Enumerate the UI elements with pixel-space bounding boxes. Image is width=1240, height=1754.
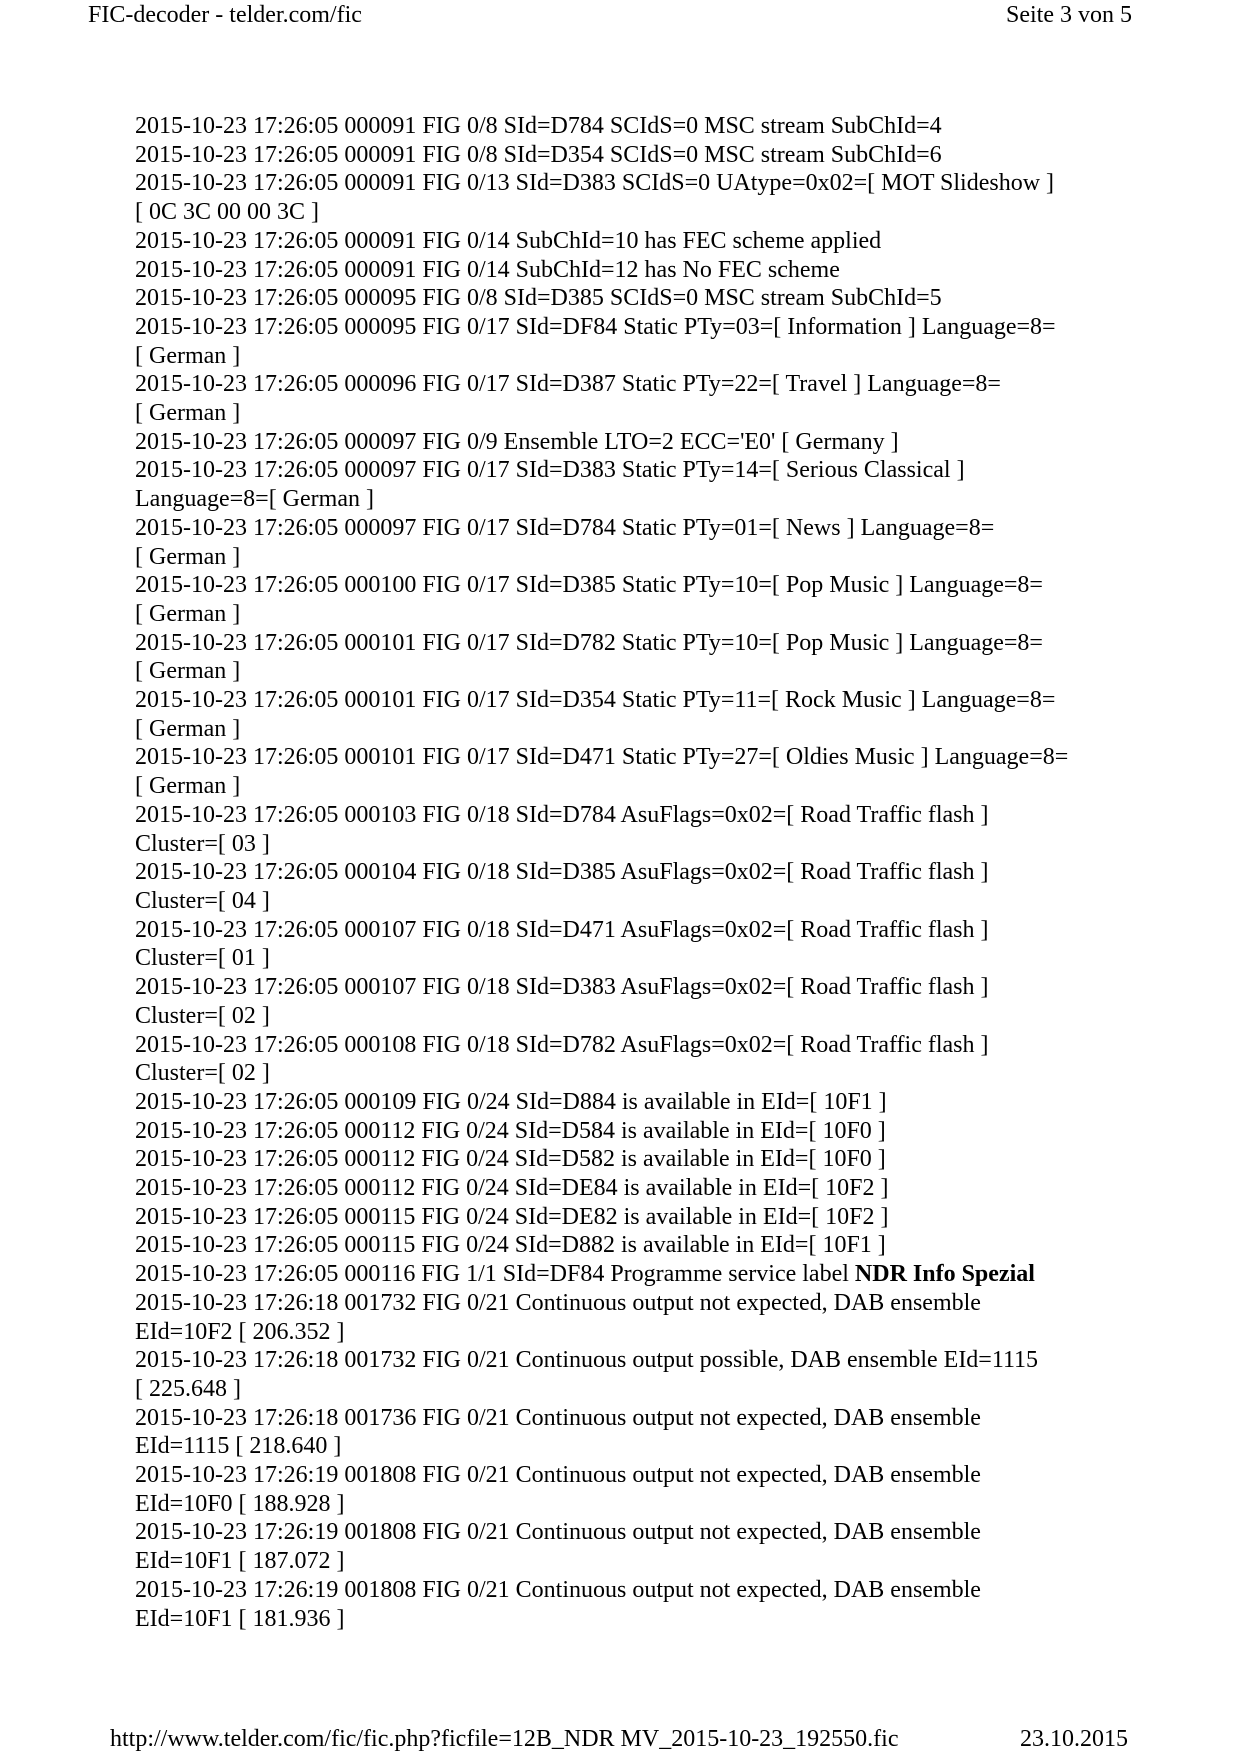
log-line: 2015-10-23 17:26:18 001736 FIG 0/21 Continuous output not expected, DAB ensemble bbox=[135, 1404, 981, 1431]
log-line: 2015-10-23 17:26:05 000115 FIG 0/24 SId=DE82 is available in EId=[ 10F2 ] bbox=[135, 1203, 889, 1230]
log-line: 2015-10-23 17:26:05 000091 FIG 0/14 SubChId=12 has No FEC scheme bbox=[135, 256, 840, 283]
log-line: EId=10F1 [ 187.072 ] bbox=[135, 1548, 345, 1575]
fic-log bbox=[135, 112, 1135, 1633]
log-line: 2015-10-23 17:26:05 000112 FIG 0/24 SId=DE84 is available in EId=[ 10F2 ] bbox=[135, 1175, 889, 1202]
log-line: 2015-10-23 17:26:05 000091 FIG 0/8 SId=D354 SCIdS=0 MSC stream SubChId=6 bbox=[135, 141, 942, 168]
log-line: 2015-10-23 17:26:05 000097 FIG 0/17 SId=D784 Static PTy=01=[ News ] Language=8= bbox=[135, 514, 995, 541]
log-line: 2015-10-23 17:26:05 000112 FIG 0/24 SId=D582 is available in EId=[ 10F0 ] bbox=[135, 1146, 886, 1173]
log-line: 2015-10-23 17:26:05 000091 FIG 0/14 SubChId=10 has FEC scheme applied bbox=[135, 227, 882, 254]
log-line: 2015-10-23 17:26:05 000112 FIG 0/24 SId=D584 is available in EId=[ 10F0 ] bbox=[135, 1117, 886, 1144]
log-lines-head bbox=[135, 112, 1135, 1260]
log-line: Cluster=[ 03 ] bbox=[135, 830, 270, 857]
page-number: Seite 3 von 5 bbox=[1006, 2, 1132, 28]
log-line: [ 225.648 ] bbox=[135, 1375, 241, 1402]
log-line: [ German ] bbox=[135, 400, 241, 427]
log-line: 2015-10-23 17:26:05 000095 FIG 0/17 SId=DF84 Static PTy=03=[ Information ] Language=8= bbox=[135, 313, 1056, 340]
log-line: 2015-10-23 17:26:05 000101 FIG 0/17 SId=D782 Static PTy=10=[ Pop Music ] Language=8= bbox=[135, 629, 1043, 656]
log-line: [ 0C 3C 00 00 3C ] bbox=[135, 199, 320, 226]
log-line: 2015-10-23 17:26:05 000104 FIG 0/18 SId=D385 AsuFlags=0x02=[ Road Traffic flash ] bbox=[135, 859, 989, 886]
log-line: Cluster=[ 02 ] bbox=[135, 1002, 270, 1029]
log-line: 2015-10-23 17:26:19 001808 FIG 0/21 Continuous output not expected, DAB ensemble bbox=[135, 1576, 981, 1603]
log-line: 2015-10-23 17:26:05 000115 FIG 0/24 SId=D882 is available in EId=[ 10F1 ] bbox=[135, 1232, 886, 1259]
log-line: [ German ] bbox=[135, 543, 241, 570]
log-line: 2015-10-23 17:26:05 000108 FIG 0/18 SId=D782 AsuFlags=0x02=[ Road Traffic flash ] bbox=[135, 1031, 989, 1058]
log-line: Cluster=[ 02 ] bbox=[135, 1060, 270, 1087]
log-line: 2015-10-23 17:26:19 001808 FIG 0/21 Continuous output not expected, DAB ensemble bbox=[135, 1519, 981, 1546]
log-line-service-label bbox=[135, 1260, 1135, 1289]
log-line: 2015-10-23 17:26:05 000109 FIG 0/24 SId=D884 is available in EId=[ 10F1 ] bbox=[135, 1088, 887, 1115]
log-lines-tail bbox=[135, 1289, 1135, 1633]
log-line: Cluster=[ 01 ] bbox=[135, 945, 270, 972]
log-line: 2015-10-23 17:26:18 001732 FIG 0/21 Continuous output not expected, DAB ensemble bbox=[135, 1289, 981, 1316]
log-line: Cluster=[ 04 ] bbox=[135, 887, 270, 914]
log-line: 2015-10-23 17:26:05 000097 FIG 0/17 SId=D383 Static PTy=14=[ Serious Classical ] bbox=[135, 457, 965, 484]
log-line: 2015-10-23 17:26:05 000101 FIG 0/17 SId=D354 Static PTy=11=[ Rock Music ] Language=8= bbox=[135, 687, 1056, 714]
log-line: EId=10F2 [ 206.352 ] bbox=[135, 1318, 345, 1345]
programme-service-label: NDR Info Spezial bbox=[854, 1261, 1035, 1288]
label-line-prefix: 2015-10-23 17:26:05 000116 FIG 1/1 SId=DF84 Programme service label bbox=[135, 1261, 855, 1288]
log-line: 2015-10-23 17:26:05 000097 FIG 0/9 Ensemble LTO=2 ECC='E0' [ Germany ] bbox=[135, 428, 899, 455]
log-line: EId=1115 [ 218.640 ] bbox=[135, 1433, 342, 1460]
log-line: [ German ] bbox=[135, 342, 241, 369]
log-line: [ German ] bbox=[135, 773, 241, 800]
log-line: 2015-10-23 17:26:05 000091 FIG 0/8 SId=D784 SCIdS=0 MSC stream SubChId=4 bbox=[135, 113, 942, 139]
log-line: 2015-10-23 17:26:05 000103 FIG 0/18 SId=D784 AsuFlags=0x02=[ Road Traffic flash ] bbox=[135, 801, 989, 828]
log-line: 2015-10-23 17:26:05 000107 FIG 0/18 SId=D383 AsuFlags=0x02=[ Road Traffic flash ] bbox=[135, 974, 989, 1001]
log-line: 2015-10-23 17:26:19 001808 FIG 0/21 Continuous output not expected, DAB ensemble bbox=[135, 1462, 981, 1489]
page-header-title: FIC-decoder - telder.com/fic bbox=[88, 2, 362, 28]
log-line: 2015-10-23 17:26:05 000107 FIG 0/18 SId=D471 AsuFlags=0x02=[ Road Traffic flash ] bbox=[135, 916, 989, 943]
log-line: 2015-10-23 17:26:05 000100 FIG 0/17 SId=D385 Static PTy=10=[ Pop Music ] Language=8= bbox=[135, 572, 1043, 599]
log-line: 2015-10-23 17:26:18 001732 FIG 0/21 Continuous output possible, DAB ensemble EId=1115 bbox=[135, 1347, 1039, 1374]
log-line: 2015-10-23 17:26:05 000096 FIG 0/17 SId=D387 Static PTy=22=[ Travel ] Language=8= bbox=[135, 371, 1001, 398]
log-line: [ German ] bbox=[135, 600, 241, 627]
footer-url: http://www.telder.com/fic/fic.php?ficfile=12B_NDR MV_2015-10-23_192550.fic bbox=[110, 1726, 899, 1752]
log-line: Language=8=[ German ] bbox=[135, 486, 374, 513]
log-line: 2015-10-23 17:26:05 000091 FIG 0/13 SId=D383 SCIdS=0 UAtype=0x02=[ MOT Slideshow ] bbox=[135, 170, 1055, 197]
log-line: EId=10F0 [ 188.928 ] bbox=[135, 1490, 345, 1517]
log-line: 2015-10-23 17:26:05 000101 FIG 0/17 SId=D471 Static PTy=27=[ Oldies Music ] Language=8= bbox=[135, 744, 1069, 771]
log-line: 2015-10-23 17:26:05 000095 FIG 0/8 SId=D385 SCIdS=0 MSC stream SubChId=5 bbox=[135, 285, 942, 312]
log-line: [ German ] bbox=[135, 715, 241, 742]
log-line: EId=10F1 [ 181.936 ] bbox=[135, 1605, 345, 1632]
footer-date: 23.10.2015 bbox=[1020, 1726, 1128, 1752]
log-line: [ German ] bbox=[135, 658, 241, 685]
